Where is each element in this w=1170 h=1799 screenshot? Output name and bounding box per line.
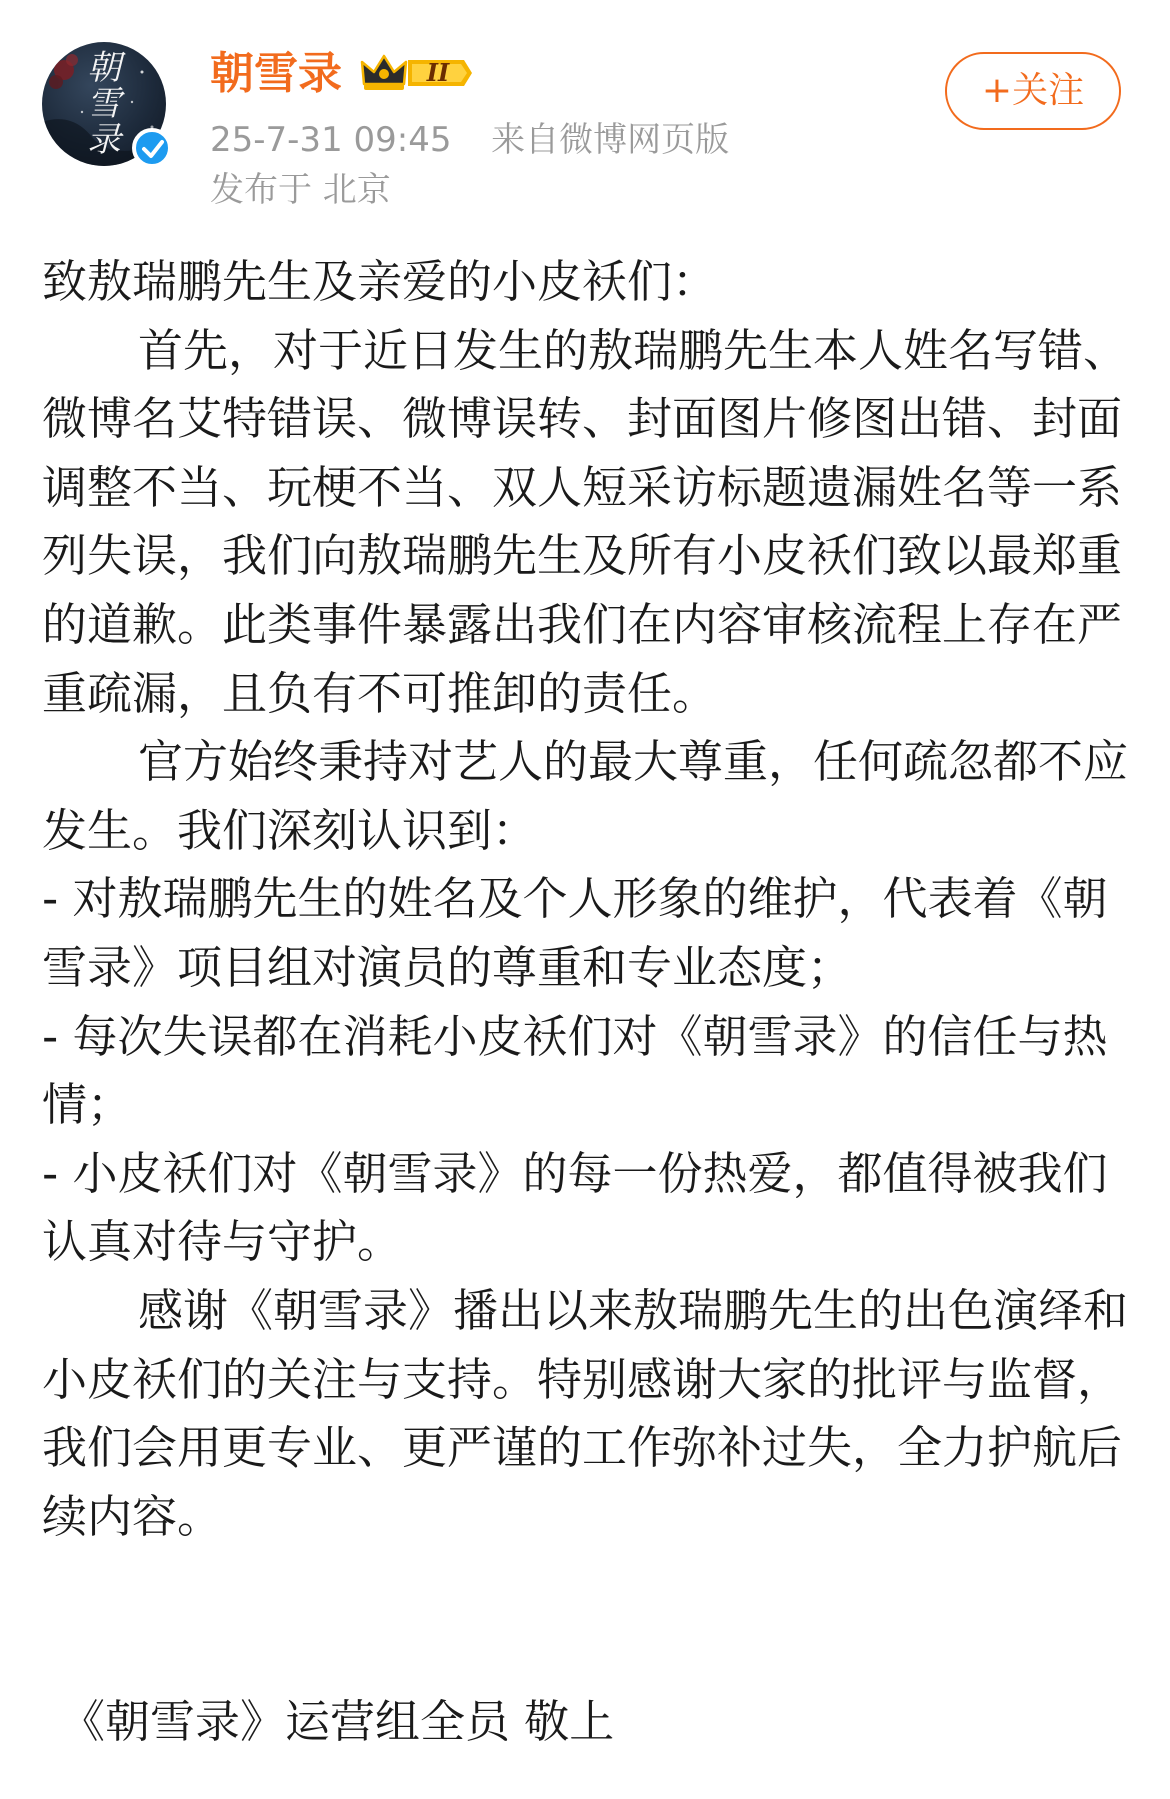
avatar-calligraphy: 朝雪录: [87, 48, 121, 160]
post-list-item: - 小皮袄们对《朝雪录》的每一份热爱，都值得被我们认真对待与守护。: [42, 1146, 1108, 1269]
post-timestamp[interactable]: 25-7-31 09:45: [210, 120, 452, 160]
post-paragraph: 官方始终秉持对艺人的最大尊重，任何疏忽都不应发生。我们深刻认识到：: [42, 735, 1129, 857]
post-paragraph: 感谢《朝雪录》播出以来敖瑞鹏先生的出色演绎和小皮袄们的关注与支持。特别感谢大家的批评与监督，我们会用更专业、更严谨的工作弥补过失，全力护航后续内容。: [42, 1283, 1129, 1543]
post-content: [42, 248, 1128, 1551]
post-meta: [210, 118, 729, 162]
verified-icon: [132, 128, 172, 168]
post-paragraph: 首先，对于近日发生的敖瑞鹏先生本人姓名写错、微博名艾特错误、微博误转、封面图片修图出错、封面调整不当、玩梗不当、双人短采访标题遗漏姓名等一系列失误，我们向敖瑞鹏先生及所有小皮袄们致以最郑重的道歉。此类事件暴露出我们在内容审核流程上存在严重疏漏，且负有不可推卸的责任。: [42, 323, 1129, 720]
author-name[interactable]: 朝雪录: [210, 48, 342, 99]
post-list-item: - 对敖瑞鹏先生的姓名及个人形象的维护，代表着《朝雪录》项目组对演员的尊重和专业态度；: [42, 872, 1108, 994]
rank-badge[interactable]: [360, 52, 472, 94]
post-signature: 《朝雪录》运营组全员 敬上: [60, 1695, 615, 1748]
follow-button[interactable]: +关注: [945, 52, 1121, 130]
post-source: 来自微博网页版: [491, 120, 730, 160]
post-location: 发布于 北京: [210, 170, 391, 210]
post-paragraph: 致敖瑞鹏先生及亲爱的小皮袄们：: [42, 255, 718, 308]
post-header: [0, 0, 1170, 220]
post-list-item: - 每次失误都在消耗小皮袄们对《朝雪录》的信任与热情；: [42, 1009, 1108, 1132]
rank-level: II: [426, 58, 450, 87]
